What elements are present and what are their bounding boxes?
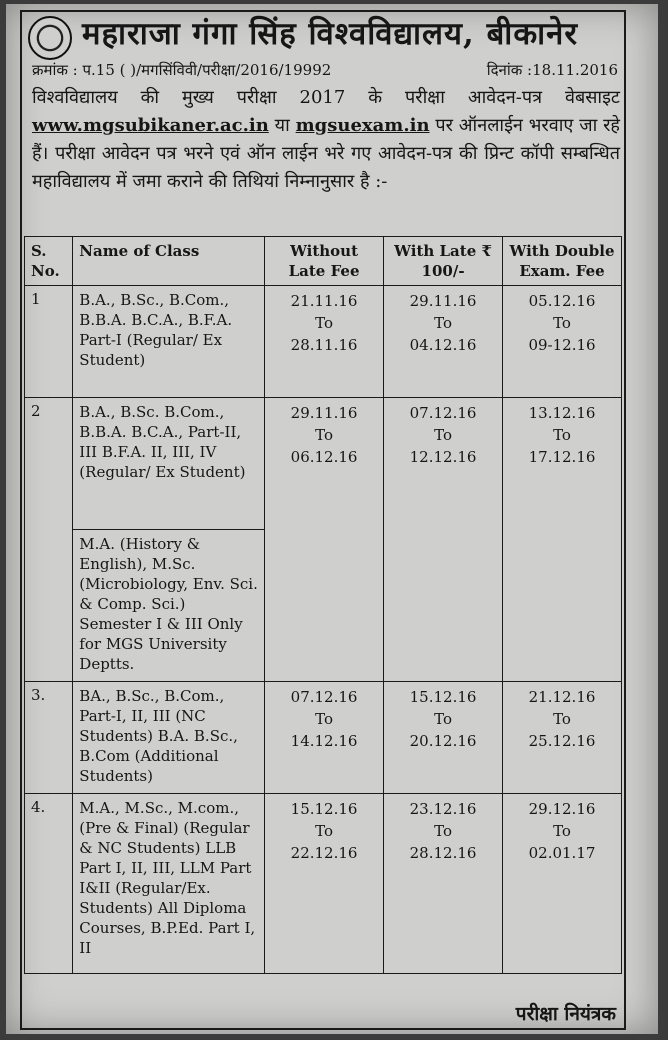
date-from: 23.12.16 — [409, 800, 477, 818]
table-header-row — [25, 237, 622, 286]
to-label: To — [553, 710, 571, 728]
date-without-late — [265, 286, 384, 398]
header-without-late-fee: Without Late Fee — [265, 237, 384, 286]
date-with-late — [384, 682, 503, 794]
notice-paragraph — [32, 84, 620, 196]
date-to: 06.12.16 — [290, 448, 358, 466]
table-row — [25, 794, 622, 974]
date-without-late — [265, 682, 384, 794]
notice-text-1: विश्वविद्यालय की मुख्य परीक्षा 2017 के परीक्षा आवेदन-पत्र वेबसाइट — [32, 87, 620, 108]
header-class: Name of Class — [73, 237, 265, 286]
to-label: To — [553, 822, 571, 840]
notice-date: दिनांक :18.11.2016 — [486, 61, 618, 79]
to-label: To — [434, 426, 452, 444]
university-title: महाराजा गंगा सिंह विश्वविद्यालय, बीकानेर — [82, 16, 579, 52]
notice-text-2: पर ऑनलाईन भरवाए जा रहे हैं। परीक्षा आवेदन पत्र भरने एवं ऑन लाईन भरे गए आवेदन-पत्र की प्रिन्ट कॉपी सम्बन्धित महाविद्यालय में जमा कराने की तिथियां निम्नानुसार है :- — [32, 115, 620, 192]
date-to: 02.01.17 — [528, 844, 596, 862]
date-to: 04.12.16 — [409, 336, 477, 354]
date-without-late — [265, 398, 384, 682]
to-label: To — [434, 314, 452, 332]
row-class: B.A., B.Sc. B.Com., B.B.A. B.C.A., Part-II, III B.F.A. II, III, IV (Regular/ Ex Student) — [73, 398, 265, 530]
date-to: 14.12.16 — [290, 732, 358, 750]
date-to: 09-12.16 — [528, 336, 596, 354]
date-to: 22.12.16 — [290, 844, 358, 862]
to-label: To — [315, 822, 333, 840]
date-double-fee — [503, 682, 622, 794]
to-label: To — [553, 314, 571, 332]
to-label: To — [315, 314, 333, 332]
date-from: 15.12.16 — [290, 800, 358, 818]
header-double-fee: With Double Exam. Fee — [503, 237, 622, 286]
newspaper-clipping — [6, 4, 658, 1034]
date-from: 13.12.16 — [528, 404, 596, 422]
to-label: To — [315, 710, 333, 728]
to-label: To — [553, 426, 571, 444]
schedule-table — [24, 236, 622, 974]
table-row — [25, 398, 622, 530]
to-label: To — [434, 822, 452, 840]
row-sno: 3. — [25, 682, 73, 794]
date-to: 12.12.16 — [409, 448, 477, 466]
header-with-late-fee: With Late ₹ 100/- — [384, 237, 503, 286]
date-with-late — [384, 286, 503, 398]
row-class: BA., B.Sc., B.Com., Part-I, II, III (NC Students) B.A. B.Sc., B.Com (Additional Students) — [73, 682, 265, 794]
date-to: 28.11.16 — [290, 336, 358, 354]
header-sno: S. No. — [25, 237, 73, 286]
row-class: B.A., B.Sc., B.Com., B.B.A. B.C.A., B.F.A. Part-I (Regular/ Ex Student) — [73, 286, 265, 398]
website-link-2[interactable]: mgsuexam.in — [295, 115, 430, 136]
table-row — [25, 682, 622, 794]
signatory: परीक्षा नियंत्रक — [515, 1003, 616, 1025]
date-from: 05.12.16 — [528, 292, 596, 310]
date-from: 29.11.16 — [409, 292, 477, 310]
date-from: 07.12.16 — [409, 404, 477, 422]
date-to: 17.12.16 — [528, 448, 596, 466]
reference-number: क्रमांक : प.15 ( )/मगसिंविवी/परीक्षा/2016/19992 — [32, 61, 332, 79]
date-double-fee — [503, 794, 622, 974]
date-from: 21.12.16 — [528, 688, 596, 706]
row-sno: 1 — [25, 286, 73, 398]
date-double-fee — [503, 286, 622, 398]
notice-text-or: या — [274, 115, 290, 136]
date-with-late — [384, 794, 503, 974]
date-to: 25.12.16 — [528, 732, 596, 750]
to-label: To — [434, 710, 452, 728]
university-emblem-icon — [28, 16, 72, 60]
row-sno: 4. — [25, 794, 73, 974]
date-from: 15.12.16 — [409, 688, 477, 706]
date-from: 21.11.16 — [290, 292, 358, 310]
date-with-late — [384, 398, 503, 682]
date-from: 07.12.16 — [290, 688, 358, 706]
date-to: 28.12.16 — [409, 844, 477, 862]
notice-box — [20, 10, 626, 1030]
reference-line — [32, 58, 622, 82]
table-row — [25, 286, 622, 398]
date-double-fee — [503, 398, 622, 682]
date-without-late — [265, 794, 384, 974]
website-link-1[interactable]: www.mgsubikaner.ac.in — [32, 115, 269, 136]
row-sno: 2 — [25, 398, 73, 682]
date-from: 29.11.16 — [290, 404, 358, 422]
to-label: To — [315, 426, 333, 444]
date-from: 29.12.16 — [528, 800, 596, 818]
date-to: 20.12.16 — [409, 732, 477, 750]
row-class: M.A. (History & English), M.Sc. (Microbiology, Env. Sci. & Comp. Sci.) Semester I & III Only for MGS University Deptts. — [73, 530, 265, 682]
row-class: M.A., M.Sc., M.com., (Pre & Final) (Regular & NC Students) LLB Part I, II, III, LLM Part I&II (Regular/Ex. Students) All Diploma Courses, B.P.Ed. Part I, II — [73, 794, 265, 974]
